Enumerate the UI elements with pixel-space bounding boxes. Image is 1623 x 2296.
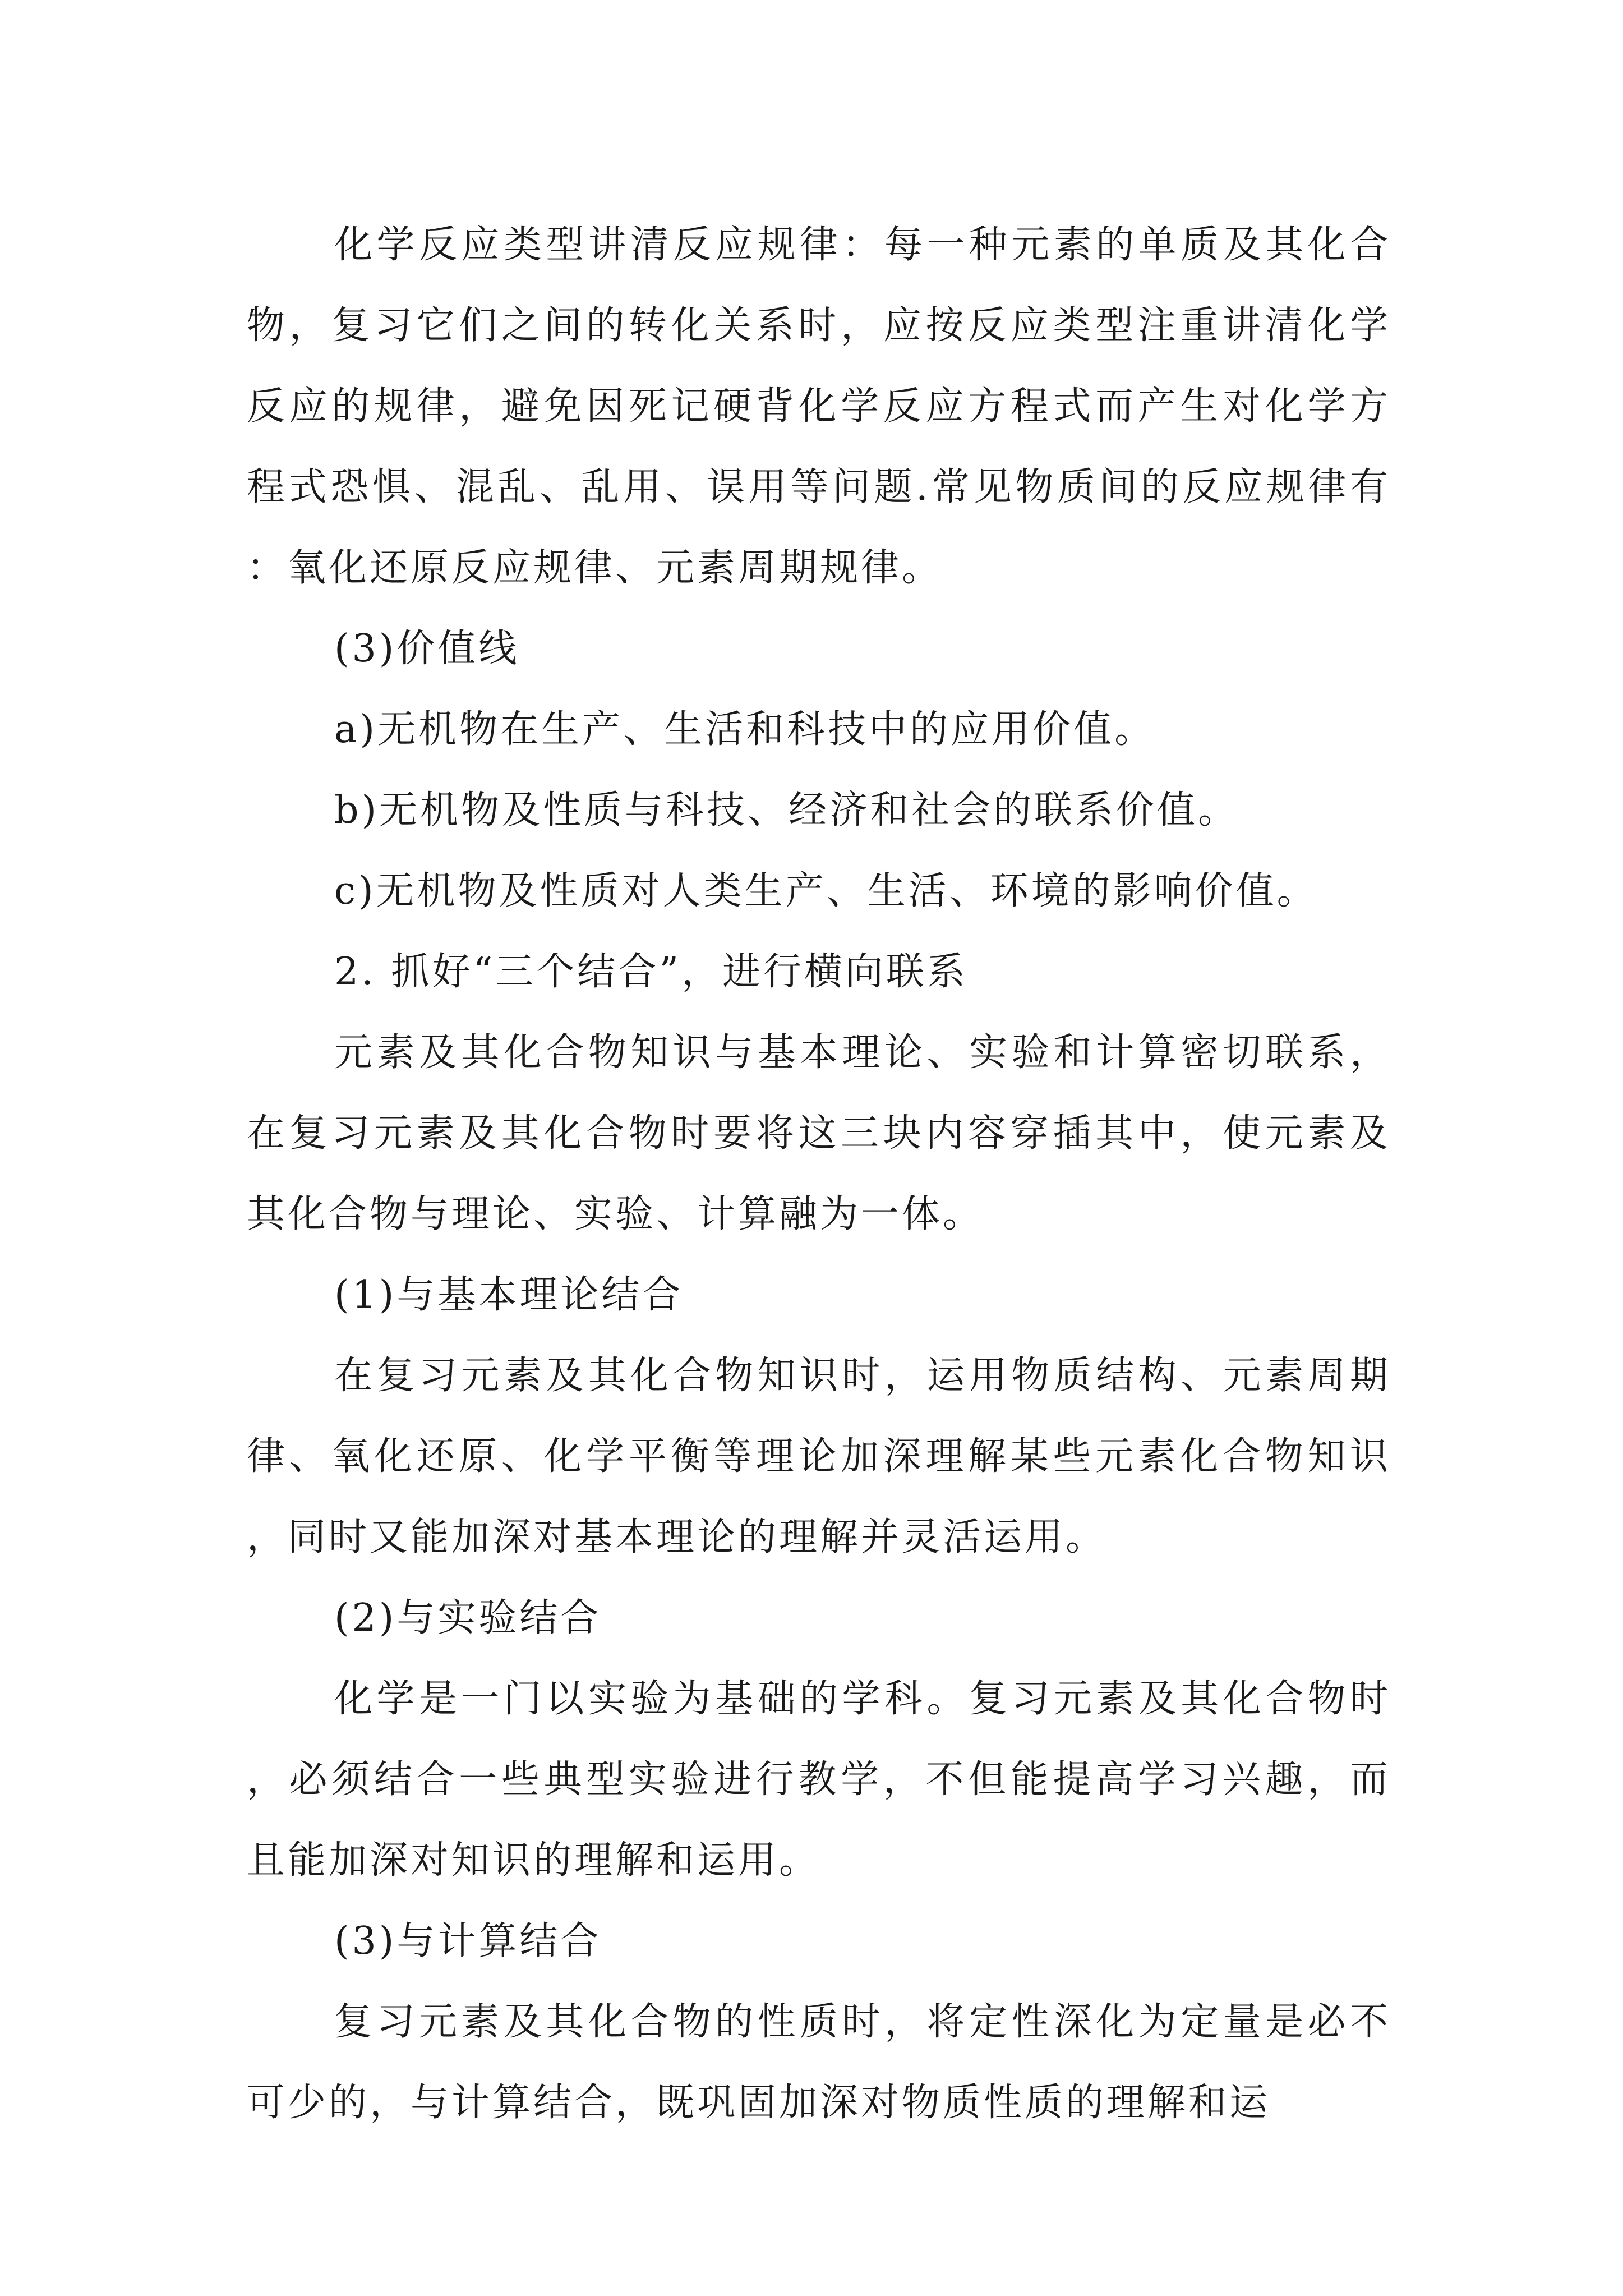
paragraph-combination-intro: 元素及其化合物知识与基本理论、实验和计算密切联系，在复习元素及其化合物时要将这三块内容穿插其中，使元素及其化合物与理论、实验、计算融为一体。: [247, 1030, 1391, 1236]
paragraph-reaction-rules: 化学反应类型讲清反应规律：每一种元素的单质及其化合物，复习它们之间的转化关系时，应按反应类型注重讲清化学反应的规律，避免因死记硬背化学反应方程式而产生对化学方程式恐惧、混乱、乱用、误用等问题.常见物质间的反应规律有：氧化还原反应规律、元素周期规律。: [247, 223, 1391, 590]
section-heading-three-combinations: 2. 抓好“三个结合”，进行横向联系: [334, 950, 969, 994]
document-body: [247, 205, 1391, 2143]
heading-value-line: (3)价值线: [334, 627, 520, 671]
list-item-a: a)无机物在生产、生活和科技中的应用价值。: [334, 707, 1156, 752]
list-item-c: c)无机物及性质对人类生产、生活、环境的影响价值。: [334, 869, 1318, 913]
paragraph-calculation: 复习元素及其化合物的性质时，将定性深化为定量是必不可少的，与计算结合，既巩固加深对物质性质的理解和运: [247, 2000, 1391, 2125]
paragraph-theory: 在复习元素及其化合物知识时，运用物质结构、元素周期律、氧化还原、化学平衡等理论加深理解某些元素化合物知识，同时又能加深对基本理论的理解并灵活运用。: [247, 1354, 1391, 1559]
subheading-calculation: (3)与计算结合: [334, 1919, 602, 1963]
list-item-b: b)无机物及性质与科技、经济和社会的联系价值。: [334, 788, 1239, 832]
subheading-theory: (1)与基本理论结合: [334, 1273, 684, 1317]
paragraph-experiment: 化学是一门以实验为基础的学科。复习元素及其化合物时，必须结合一些典型实验进行教学，不但能提高学习兴趣，而且能加深对知识的理解和运用。: [247, 1677, 1391, 1883]
subheading-experiment: (2)与实验结合: [334, 1596, 602, 1640]
